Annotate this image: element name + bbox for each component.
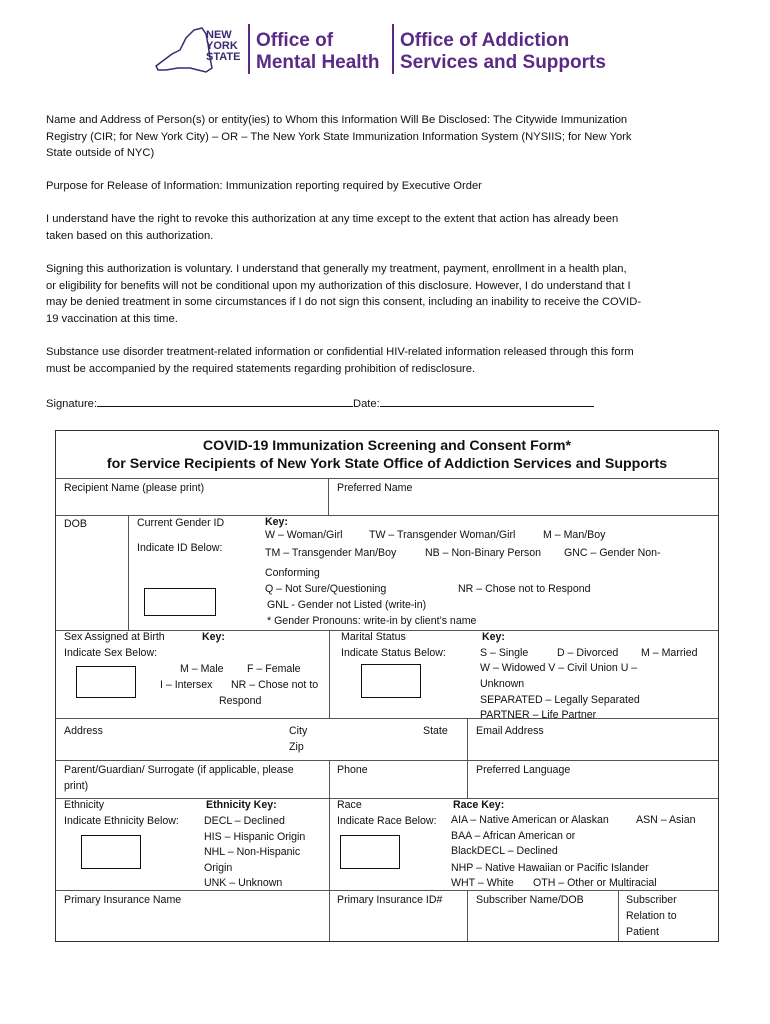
marital-key-item: Unknown: [480, 678, 525, 690]
ethnicity-key-item: Origin: [204, 862, 233, 874]
indicate-id-label: Indicate ID Below:: [137, 542, 223, 554]
gender-key-item: NB – Non-Binary Person: [425, 547, 541, 559]
race-input-box[interactable]: [340, 835, 400, 869]
gender-key-item: M – Man/Boy: [543, 529, 606, 541]
text-line: or eligibility for benefits will not be conditional upon my authorization of this disclosure. However, I do understand that I: [46, 279, 631, 292]
text-line: Substance use disorder treatment-related information or confidential HIV-related information released through this form: [46, 346, 634, 358]
sex-key-label: Key:: [202, 631, 225, 643]
race-key-label: Race Key:: [453, 799, 505, 811]
subscriber-relation-label: Patient: [626, 926, 659, 938]
ethnicity-input-box[interactable]: [81, 835, 141, 869]
gender-key-item: NR – Chose not to Respond: [458, 583, 591, 595]
text-line: Name and Address of Person(s) or entity(ies) to Whom this Information Will Be Disclosed: The Citywide Immunization: [46, 114, 628, 126]
sex-at-birth-label: Sex Assigned at Birth: [64, 631, 165, 643]
marital-indicate-label: Indicate Status Below:: [341, 647, 446, 659]
ethnicity-key-item: DECL – Declined: [204, 815, 285, 827]
gender-key-item: Conforming: [265, 567, 320, 579]
gender-key-item: TW – Transgender Woman/Girl: [369, 529, 516, 541]
oasas-title-line2: Services and Supports: [400, 52, 606, 73]
gender-id-input-box[interactable]: [144, 588, 216, 616]
dob-label: DOB: [64, 518, 87, 530]
text-line: State outside of NYC): [46, 147, 155, 159]
marital-key-item: M – Married: [641, 647, 698, 659]
marital-key-item: SEPARATED – Legally Separated: [480, 694, 640, 706]
subscriber-relation-label: Subscriber: [626, 894, 677, 906]
grid-line: [56, 478, 718, 479]
oasas-title: [400, 30, 606, 74]
gender-pronouns-note: * Gender Pronouns: write-in by client’s name: [267, 615, 477, 627]
voluntary-paragraph: [46, 261, 706, 327]
grid-line: [56, 798, 718, 799]
disclosure-recipient-paragraph: [46, 112, 706, 162]
date-label: Date:: [353, 398, 380, 410]
grid-line: [328, 478, 329, 515]
race-label: Race: [337, 799, 362, 811]
ethnicity-key-label: Ethnicity Key:: [206, 799, 277, 811]
form-title: [56, 437, 718, 473]
signature-row: [46, 394, 706, 413]
text-line: I understand have the right to revoke this authorization at any time except to the extent that action has already been: [46, 213, 619, 225]
sex-indicate-label: Indicate Sex Below:: [64, 647, 158, 659]
sex-key-item: F – Female: [247, 663, 301, 675]
email-label: Email Address: [476, 725, 544, 737]
gender-key-item: GNC – Gender Non-: [564, 547, 661, 559]
grid-line: [467, 760, 468, 798]
grid-line: [329, 760, 330, 941]
marital-key-item: D – Divorced: [557, 647, 619, 659]
ny-logo-line: NEW: [206, 29, 232, 41]
ethnicity-key-item: NHL – Non-Hispanic: [204, 846, 301, 858]
race-key-item: NHP – Native Hawaiian or Pacific Islander: [451, 862, 649, 874]
gender-key-item: GNL - Gender not Listed (write-in): [267, 599, 427, 611]
redisclosure-paragraph: [46, 344, 706, 377]
sex-key-item: M – Male: [180, 663, 224, 675]
text-line: taken based on this authorization.: [46, 229, 214, 242]
text-line: may be denied treatment in some circumstances if I do not sign this consent, including an inability to receive the COVID-: [46, 296, 642, 308]
marital-key-item: PARTNER – Life Partner: [480, 709, 597, 721]
gender-key-item: Q – Not Sure/Questioning: [265, 583, 387, 595]
race-key-item: OTH – Other or Multiracial: [533, 877, 657, 889]
grid-line: [56, 760, 718, 761]
race-key-item: BlackDECL – Declined: [451, 845, 558, 857]
marital-status-input-box[interactable]: [361, 664, 421, 698]
preferred-name-label: Preferred Name: [337, 482, 413, 494]
phone-label: Phone: [337, 764, 368, 776]
form-title-line2: for Service Recipients of New York State Office of Addiction Services and Supports: [106, 456, 668, 472]
revoke-paragraph: [46, 211, 706, 244]
text-line: must be accompanied by the required statements regarding prohibition of redisclosure.: [46, 362, 476, 375]
omh-title-line1: Office of: [256, 30, 334, 51]
race-key-item: ASN – Asian: [636, 814, 696, 826]
screening-consent-form: [55, 430, 719, 942]
signature-label: Signature:: [46, 398, 97, 410]
grid-line: [329, 630, 330, 718]
marital-key-item: W – Widowed V – Civil Union U –: [480, 662, 638, 674]
marital-key-item: S – Single: [480, 647, 529, 659]
purpose-paragraph: [46, 178, 706, 195]
ethnicity-key-item: HIS – Hispanic Origin: [204, 831, 306, 843]
ny-logo-line: STATE: [206, 51, 241, 63]
race-key-item: BAA – African American or: [451, 830, 576, 842]
preferred-language-label: Preferred Language: [476, 764, 571, 776]
subscriber-name-label: Subscriber Name/DOB: [476, 894, 584, 906]
guardian-label-cont: print): [64, 780, 89, 792]
guardian-label: Parent/Guardian/ Surrogate (if applicable, please: [64, 764, 294, 776]
ethnicity-label: Ethnicity: [64, 799, 105, 811]
grid-line: [618, 890, 619, 941]
date-line[interactable]: [380, 394, 594, 407]
form-title-line1: COVID-19 Immunization Screening and Consent Form*: [202, 438, 572, 454]
marital-status-label: Marital Status: [341, 631, 406, 643]
recipient-name-label: Recipient Name (please print): [64, 482, 205, 494]
ethnicity-indicate-label: Indicate Ethnicity Below:: [64, 815, 179, 827]
grid-line: [56, 718, 718, 719]
gender-key-item: TM – Transgender Man/Boy: [265, 547, 397, 559]
insurance-name-label: Primary Insurance Name: [64, 894, 182, 906]
gender-key-label: Key:: [265, 516, 288, 528]
omh-title: [256, 30, 380, 74]
ethnicity-key-item: UNK – Unknown: [204, 877, 283, 889]
text-line: 19 vaccination at this time.: [46, 312, 178, 325]
text-line: Signing this authorization is voluntary. I understand that generally my treatment, payment, enrollment in a health plan,: [46, 263, 627, 275]
grid-line: [128, 515, 129, 630]
omh-title-line2: Mental Health: [256, 52, 380, 73]
gender-id-label: Current Gender ID: [137, 517, 225, 529]
insurance-id-label: Primary Insurance ID#: [337, 894, 443, 906]
ny-logo-line: YORK: [206, 40, 238, 52]
grid-line: [467, 890, 468, 941]
sex-key-item: I – Intersex: [160, 679, 213, 691]
text-line: Purpose for Release of Information: Immunization reporting required by Executive Order: [46, 180, 482, 192]
race-key-item: AIA – Native American or Alaskan: [451, 814, 609, 826]
subscriber-relation-label: Relation to: [626, 910, 677, 922]
gender-key-item: W – Woman/Girl: [265, 529, 343, 541]
signature-line[interactable]: [97, 394, 353, 407]
state-label: State: [423, 725, 448, 737]
sex-key-item: Respond: [219, 695, 262, 707]
grid-line: [467, 718, 468, 760]
logo-divider: [248, 24, 250, 74]
sex-input-box[interactable]: [76, 666, 136, 698]
letterhead: [150, 24, 620, 76]
address-label: Address: [64, 725, 103, 737]
oasas-title-line1: Office of Addiction: [400, 30, 570, 51]
sex-key-item: NR – Chose not to: [231, 679, 319, 691]
race-key-item: WHT – White: [451, 877, 514, 889]
ny-logo-text: [206, 30, 240, 63]
logo-divider: [392, 24, 394, 74]
text-line: Registry (CIR; for New York City) – OR – The New York State Immunization Information System (NYSIIS; for New York: [46, 130, 632, 143]
marital-key-label: Key:: [482, 631, 505, 643]
zip-label: Zip: [289, 741, 304, 753]
city-label: City: [289, 725, 308, 737]
race-indicate-label: Indicate Race Below:: [337, 815, 437, 827]
